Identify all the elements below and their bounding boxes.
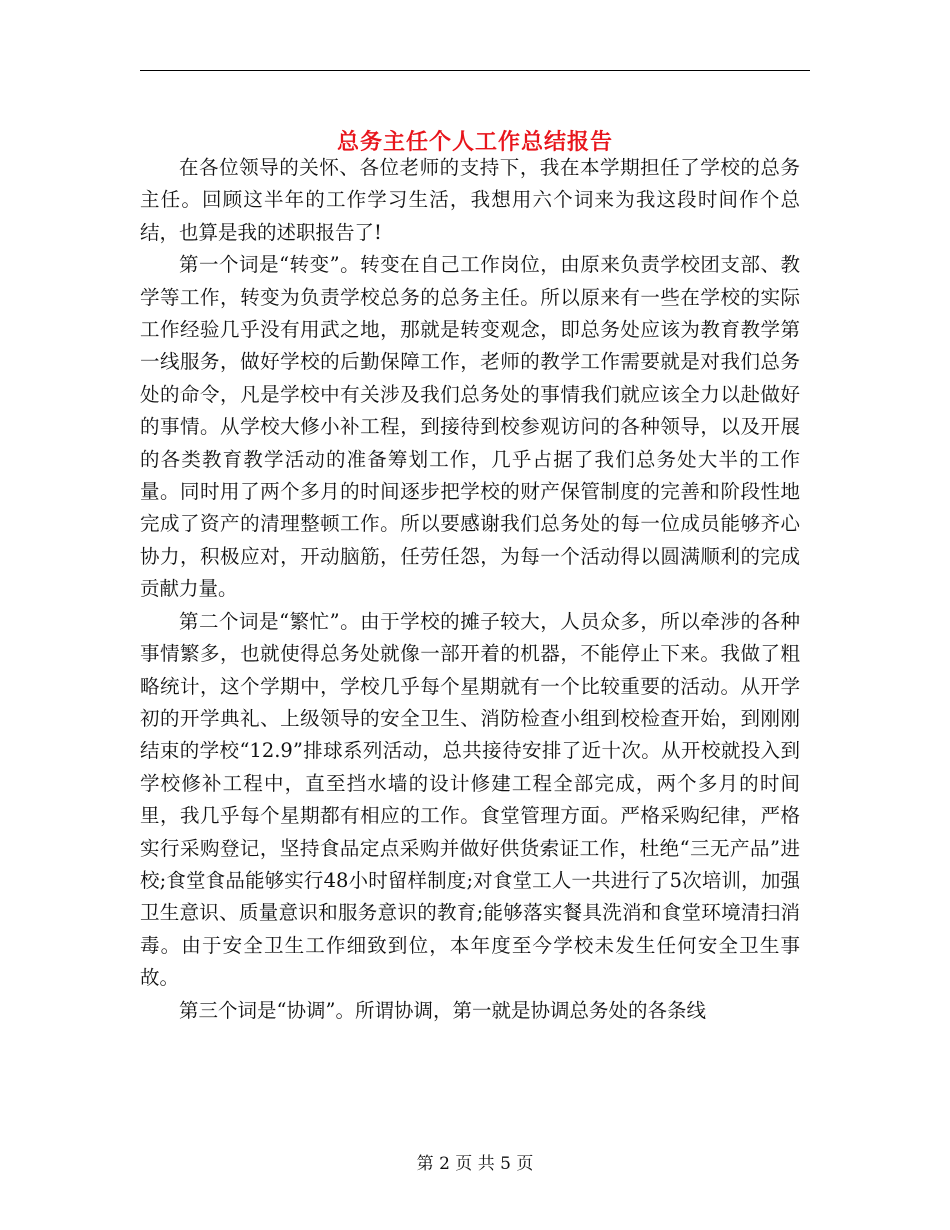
header-rule bbox=[140, 70, 810, 71]
paragraph-change: 第一个词是“转变”。转变在自己工作岗位，由原来负责学校团支部、教学等工作，转变为负责学校总务的总务主任。所以原来有一些在学校的实际工作经验几乎没有用武之地，那就是转变观念，即总务处应该为教育教学第一线服务，做好学校的后勤保障工作，老师的教学工作需要就是对我们总务处的命令，凡是学校中有关涉及我们总务处的事情我们就应该全力以赴做好的事情。从学校大修小补工程，到接待到校参观访问的各种领导，以及开展的各类教育教学活动的准备筹划工作，几乎占据了我们总务处大半的工作量。同时用了两个多月的时间逐步把学校的财产保管制度的完善和阶段性地完成了资产的清理整顿工作。所以要感谢我们总务处的每一位成员能够齐心协力，积极应对，开动脑筋，任劳任怨，为每一个活动得以圆满顺利的完成贡献力量。 bbox=[140, 253, 800, 601]
paragraph-intro: 在各位领导的关怀、各位老师的支持下，我在本学期担任了学校的总务主任。回顾这半年的工作学习生活，我想用六个词来为我这段时间作个总结，也算是我的述职报告了! bbox=[140, 156, 800, 244]
document-title: 总务主任个人工作总结报告 bbox=[336, 128, 613, 155]
document-body bbox=[140, 152, 800, 1027]
paragraph-coordination: 第三个词是“协调”。所谓协调，第一就是协调总务处的各条线 bbox=[179, 998, 706, 1022]
page-number: 第 2 页 共 5 页 bbox=[416, 1154, 534, 1174]
paragraph-busy: 第二个词是“繁忙”。由于学校的摊子较大，人员众多，所以牵涉的各种事情繁多，也就使得总务处就像一部开着的机器，不能停止下来。我做了粗略统计，这个学期中，学校几乎每个星期就有一个比较重要的活动。从开学初的开学典礼、上级领导的安全卫生、消防检查小组到校检查开始，到刚刚结束的学校“12.9”排球系列活动，总共接待安排了近十次。从开校就投入到学校修补工程中，直至挡水墙的设计修建工程全部完成，两个多月的时间里，我几乎每个星期都有相应的工作。食堂管理方面。严格采购纪律，严格实行采购登记，坚持食品定点采购并做好供货索证工作，杜绝“三无产品”进校;食堂食品能够实行48小时留样制度;对食堂工人一共进行了5次培训，加强卫生意识、质量意识和服务意识的教育;能够落实餐具洗消和食堂环境清扫消毒。由于安全卫生工作细致到位，本年度至今学校未发生任何安全卫生事故。 bbox=[140, 609, 800, 990]
